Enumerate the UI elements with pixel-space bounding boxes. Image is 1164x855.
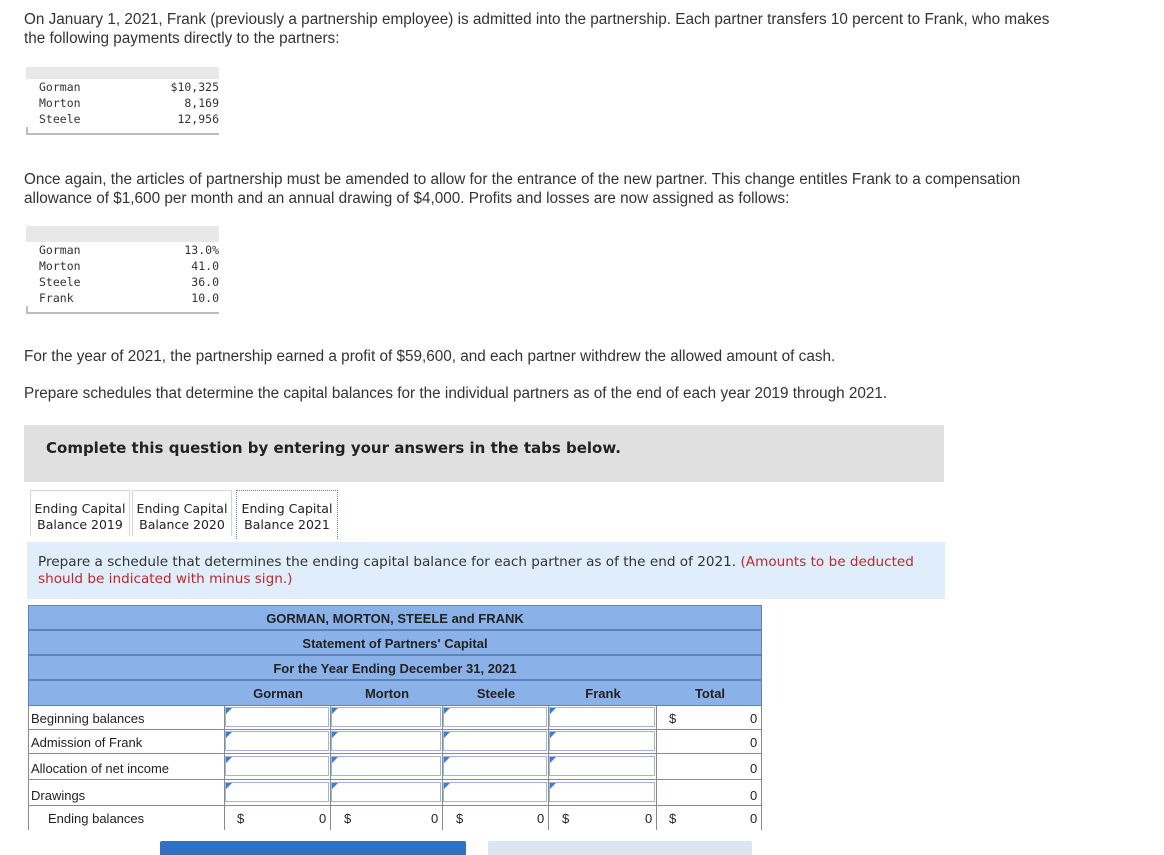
divider: [656, 706, 657, 830]
ratio-value: 10.0: [191, 291, 219, 305]
total-currency: $: [669, 811, 677, 826]
ratios-table: [26, 226, 219, 314]
table-row: [28, 806, 762, 830]
table-row: [28, 730, 762, 754]
frank-admission-input[interactable]: [549, 731, 655, 751]
morton-admission-input[interactable]: [331, 731, 441, 751]
steele-income-input[interactable]: [443, 756, 547, 776]
tab-label-line1: Ending Capital: [136, 501, 228, 516]
partners-capital-statement: [28, 605, 762, 830]
partner-name: Gorman: [39, 80, 81, 94]
gorman-income-input[interactable]: [225, 756, 329, 776]
steele-drawings-input[interactable]: [443, 782, 547, 802]
morton-beginning-input[interactable]: [331, 707, 441, 727]
statement-subtitle: Statement of Partners' Capital: [28, 630, 762, 655]
row-label: Admission of Frank: [31, 735, 143, 750]
statement-period: For the Year Ending December 31, 2021: [28, 655, 762, 680]
row-label: Allocation of net income: [31, 761, 170, 776]
partner-name: Steele: [39, 112, 81, 126]
instruction-note: (Amounts to be deducted should be indicated with minus sign.): [38, 554, 914, 587]
table-row: [26, 111, 219, 127]
payment-value: 12,956: [177, 112, 219, 126]
payments-table: [26, 67, 219, 135]
tab-label-line2: Balance 2019: [37, 517, 123, 532]
gorman-admission-input[interactable]: [225, 731, 329, 751]
total-value: 0: [750, 761, 758, 776]
divider: [761, 706, 762, 830]
tab-label-line1: Ending Capital: [34, 501, 126, 516]
partner-name: Morton: [39, 96, 81, 110]
divider: [224, 706, 225, 830]
divider: [548, 706, 549, 830]
column-header-steele: Steele: [476, 686, 516, 701]
payment-value: 8,169: [184, 96, 219, 110]
partner-name: Gorman: [39, 243, 81, 257]
divider: [442, 706, 443, 830]
gorman-ending-value: 0: [319, 811, 327, 826]
amendment-text: Once again, the articles of partnership must be amended to allow for the entrance of the new partner. This change entitles Frank to a compensation allowance of $1,600 per month and an annual drawing of $4,000. Profits and losses are now assigned as follows:: [24, 171, 1021, 207]
divider: [330, 706, 331, 830]
frank-ending-value: 0: [645, 811, 653, 826]
problem-intro-text: On January 1, 2021, Frank (previously a partnership employee) is admitted into the partnership. Each partner transfers 10 percent to Frank, who makes the following payments directly to the partners:: [24, 11, 1050, 47]
table-row: [26, 258, 219, 274]
profit-text: For the year of 2021, the partnership earned a profit of $59,600, and each partner withdrew the allowed amount of cash.: [24, 348, 836, 365]
banner-text: Complete this question by entering your answers in the tabs below.: [46, 439, 621, 457]
instructions-banner: [24, 425, 944, 482]
column-header-morton: Morton: [364, 686, 410, 701]
table-row: [26, 274, 219, 290]
morton-currency: $: [344, 811, 352, 826]
partner-name: Frank: [39, 291, 74, 305]
partner-name: Steele: [39, 275, 81, 289]
column-header-row: [28, 680, 762, 706]
row-label: Drawings: [31, 788, 86, 803]
gorman-drawings-input[interactable]: [225, 782, 329, 802]
row-label: Ending balances: [48, 811, 145, 826]
ratio-value: 41.0: [191, 259, 219, 273]
tab-label-line2: Balance 2020: [139, 517, 225, 532]
morton-drawings-input[interactable]: [331, 782, 441, 802]
steele-beginning-input[interactable]: [443, 707, 547, 727]
tab-label-line1: Ending Capital: [241, 501, 333, 516]
divider: [28, 706, 29, 830]
column-header-frank: Frank: [585, 686, 621, 701]
table-row: [26, 95, 219, 111]
gorman-currency: $: [237, 811, 245, 826]
steele-admission-input[interactable]: [443, 731, 547, 751]
table-row: [28, 706, 762, 730]
statement-title: GORMAN, MORTON, STEELE and FRANK: [28, 605, 762, 630]
total-value: 0: [750, 811, 758, 826]
next-tab-button[interactable]: [488, 841, 752, 855]
tab-label-line2: Balance 2021: [244, 517, 330, 532]
table-row: [26, 290, 219, 306]
task-text: Prepare schedules that determine the capital balances for the individual partners as of the end of each year 2019 through 2021.: [24, 385, 888, 402]
table-row: [28, 754, 762, 780]
column-header-total: Total: [694, 686, 726, 701]
steele-ending-value: 0: [537, 811, 545, 826]
gorman-beginning-input[interactable]: [225, 707, 329, 727]
table-row: [28, 780, 762, 806]
morton-ending-value: 0: [431, 811, 439, 826]
total-value: 0: [750, 735, 758, 750]
frank-beginning-input[interactable]: [549, 707, 655, 727]
frank-currency: $: [562, 811, 570, 826]
table-row: [26, 79, 219, 95]
partner-name: Morton: [39, 259, 81, 273]
previous-tab-button[interactable]: [160, 841, 466, 855]
ratio-value: 13.0%: [184, 243, 219, 257]
tab-ending-capital-2021[interactable]: [236, 490, 338, 539]
payment-value: $10,325: [170, 80, 219, 94]
ratio-value: 36.0: [191, 275, 219, 289]
instruction-main: Prepare a schedule that determines the ending capital balance for each partner as of the end of 2021.: [38, 554, 737, 570]
frank-drawings-input[interactable]: [549, 782, 655, 802]
tab-ending-capital-2020[interactable]: [132, 490, 232, 536]
frank-income-input[interactable]: [549, 756, 655, 776]
column-header-gorman: Gorman: [253, 686, 303, 701]
steele-currency: $: [456, 811, 464, 826]
morton-income-input[interactable]: [331, 756, 441, 776]
row-label: Beginning balances: [31, 711, 145, 726]
total-value: 0: [750, 788, 758, 803]
total-currency: $: [669, 711, 677, 726]
question-instruction: [27, 542, 945, 599]
tab-ending-capital-2019[interactable]: [30, 490, 130, 536]
total-value: 0: [750, 711, 758, 726]
table-row: [26, 242, 219, 258]
